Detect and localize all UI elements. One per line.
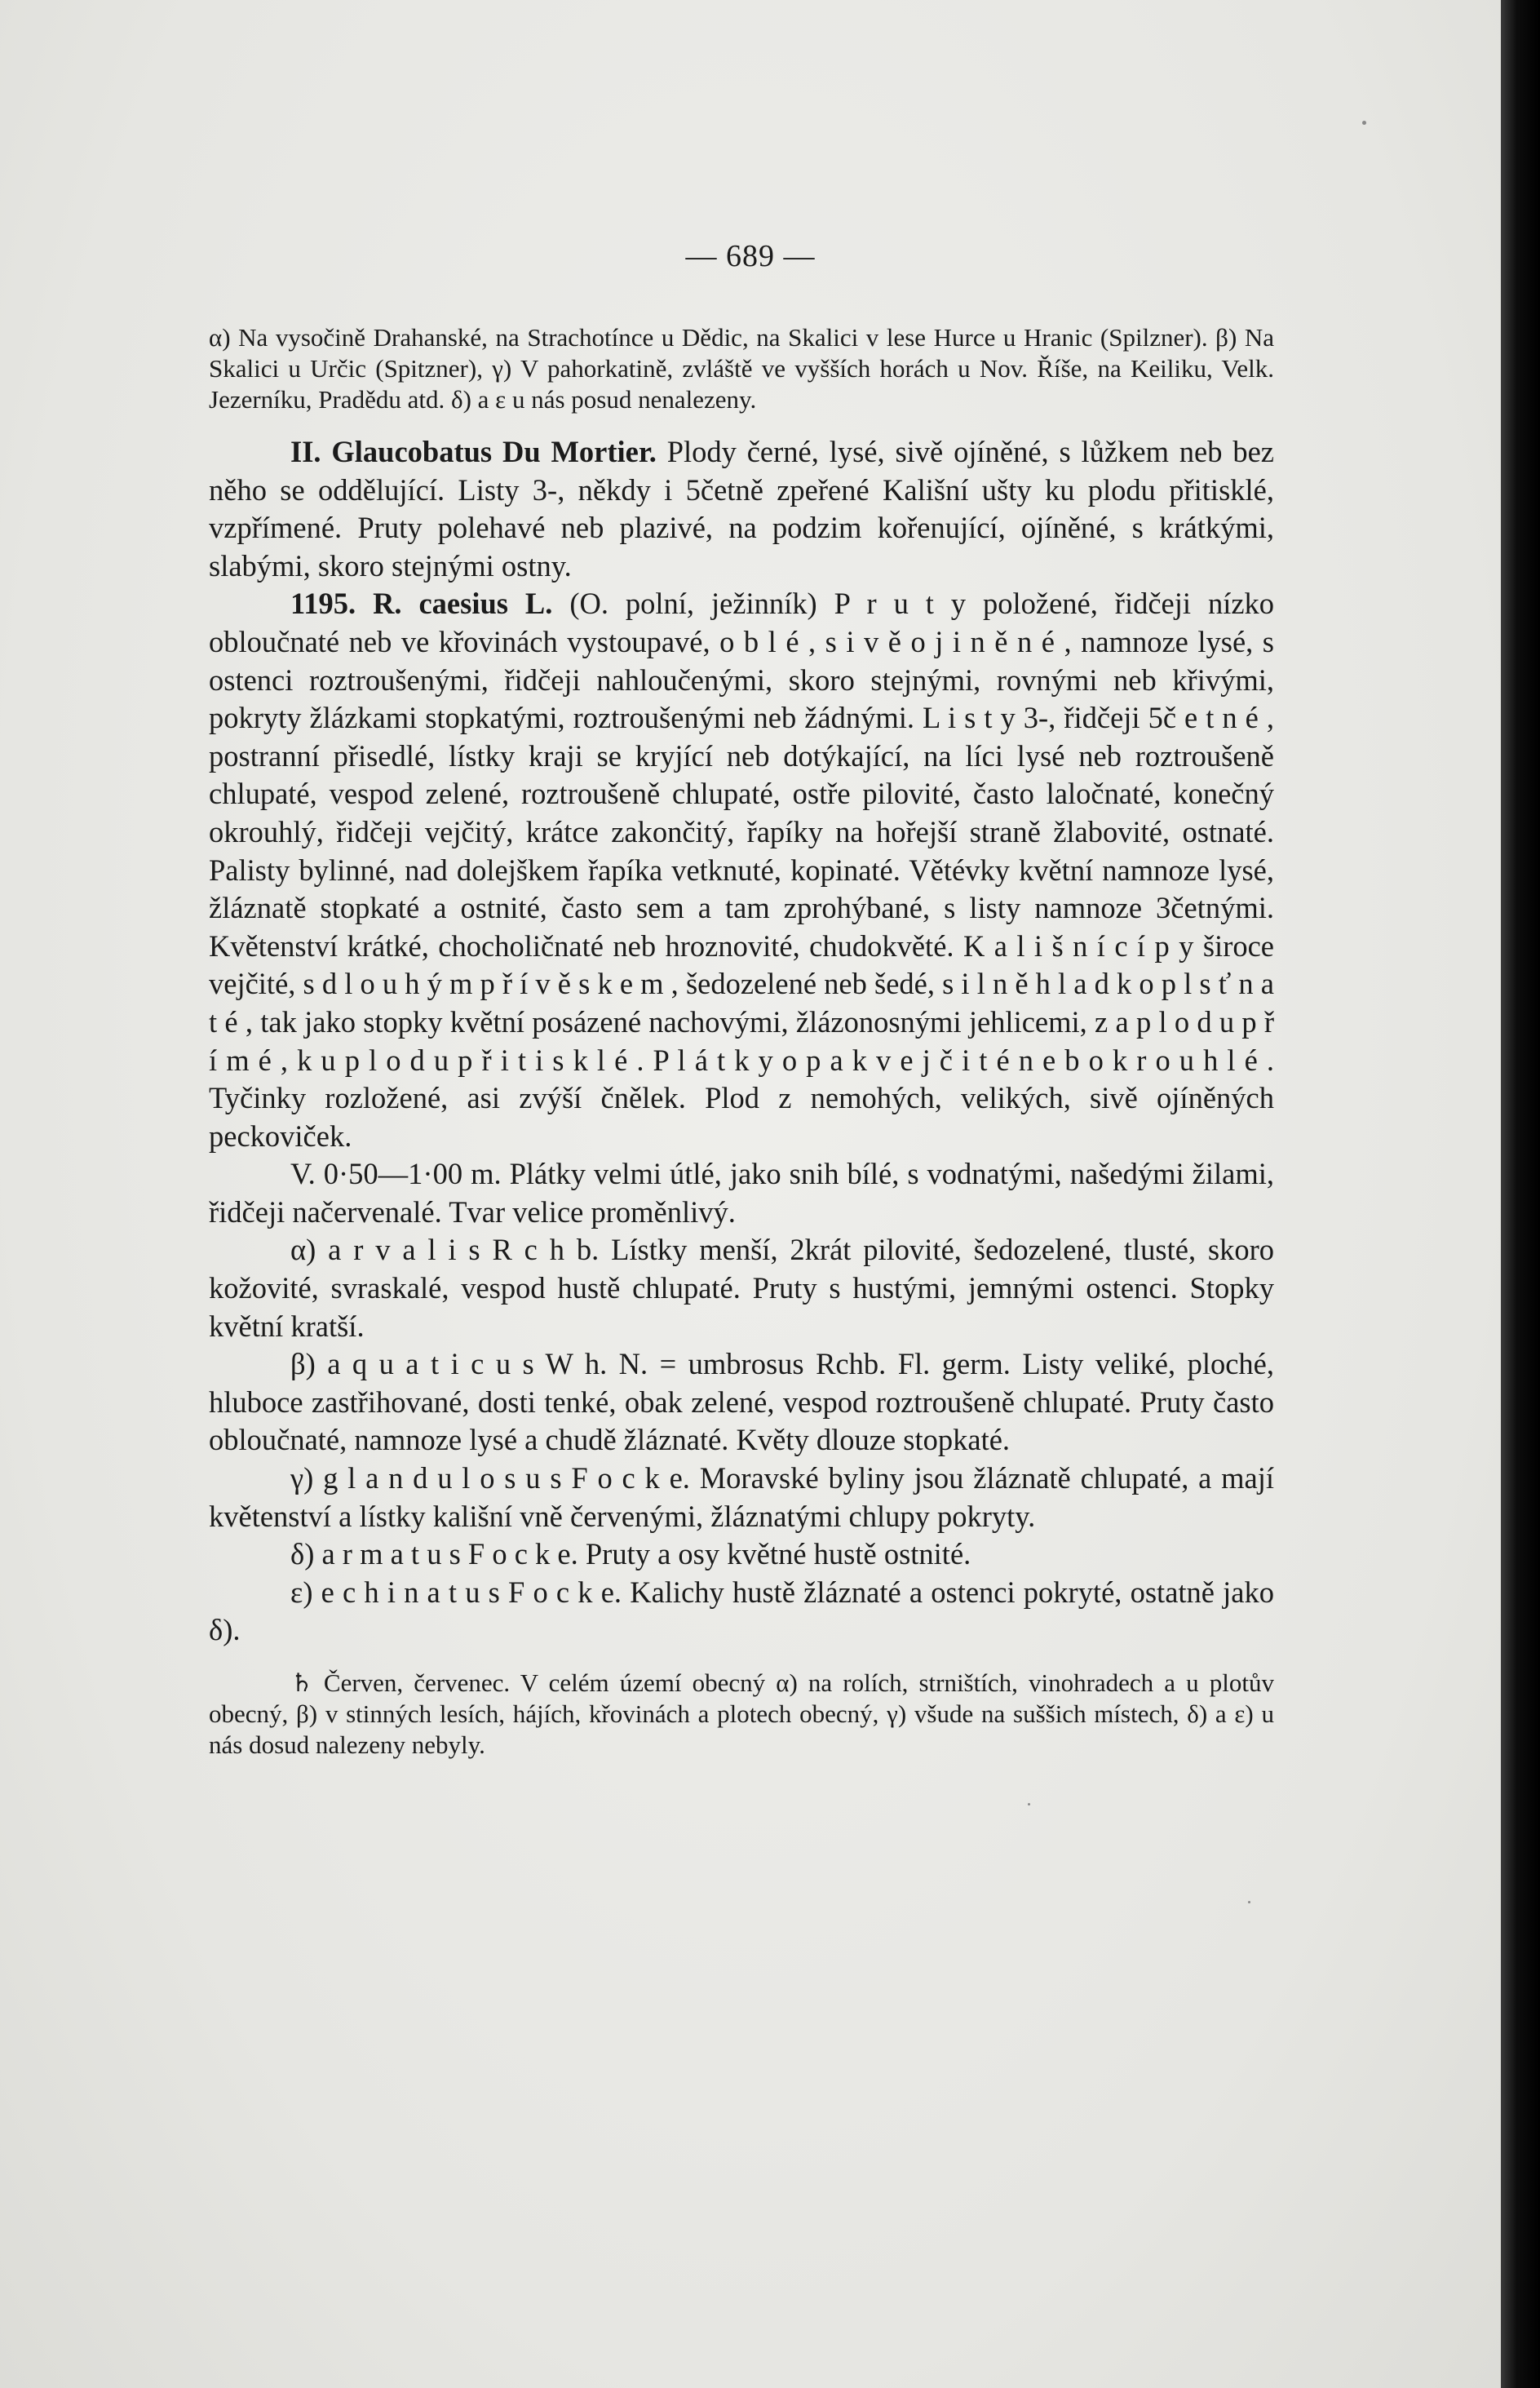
variety-text: Lístky menší, 2krát pilovité, šedozelené, tlusté, skoro kožovité, svraskalé, vespod hustě chlupaté. Pruty s hustými, jemnými ostenci. Stopky květní kratší. [209, 1233, 1275, 1343]
variety-gamma [209, 1460, 1274, 1535]
scan-speck [1362, 121, 1366, 125]
species-spaced-1: o b l é , s i v ě o j i n ě n é , [719, 624, 1072, 658]
species-spaced-7: z a p l o d u p ř í m é , k u p l o d u p ř i t i s k l é . P l á t k y o p a k v e j č i t é n e b o k r o u h l é . [209, 1004, 1275, 1077]
species-text-7: tak jako stopky květní posázené nachovými, žlázonosnými jehlicemi, [260, 1004, 1087, 1039]
variety-letter: δ) [290, 1537, 315, 1571]
scan-speck [1248, 1901, 1250, 1903]
section-paragraph [209, 433, 1274, 585]
species-text-1: položené, řidčeji nízko obloučnaté neb ve křovinách vystoupavé, [209, 587, 1275, 658]
variety-text: = umbrosus Rchb. Fl. germ. Listy veliké, ploché, hluboce zastřihované, dosti tenké, obak zelené, vespod roztroušeně chlupaté. Pruty často obloučnaté, namnoze lysé a chudě žláznaté. Květy dlouze stopkaté. [209, 1347, 1275, 1457]
flower-paragraph: V. 0·50—1·00 m. Plátky velmi útlé, jako snih bílé, s vodnatými, našedými žilami, řidčeji načervenalé. Tvar velice proměnlivý. [209, 1157, 1274, 1229]
species-text-8: Tyčinky rozložené, asi zvýší čnělek. Plod z nemohých, velikých, sivě ojíněných peckoviček. [209, 1081, 1274, 1153]
variety-epsilon [209, 1574, 1274, 1650]
section-text: Plody černé, lysé, sivě ojíněné, s lůžkem neb bez něho se oddělující. Listy 3-, někdy i 5četně zpeřené Kališní ušty ku plodu přitisklé, vzpřímené. Pruty polehavé neb plazivé, na podzim kořenující, ojíněné, s krátkými, slabými, skoro stejnými ostny. [209, 435, 1274, 583]
species-number: 1195. [290, 587, 356, 621]
species-text-5: široce vejčité, s [209, 928, 1274, 1001]
variety-alpha [209, 1231, 1274, 1345]
scan-speck [1028, 1803, 1030, 1805]
variety-letter: β) [290, 1347, 316, 1381]
variety-name: g l a n d u l o s u s F o c k e. [323, 1461, 690, 1495]
variety-name: a q u a t i c u s W h. N. [327, 1347, 648, 1381]
species-paragraph [209, 585, 1274, 1155]
variety-name: a r m a t u s F o c k e. [321, 1537, 578, 1571]
species-spaced-3: 5č e t n é , [1148, 701, 1275, 735]
species-spaced-4: K a l i š n í c í p y [962, 928, 1194, 963]
footnote-top: α) Na vysočině Drahanské, na Strachotínce u Dědic, na Skalici v lese Hurce u Hranic (Spilzner). β) Na Skalici u Určic (Spitzner), γ) V pahorkatině, zvláště ve vyšších horách u Nov. Říše, na Keiliku, Velk. Jezerníku, Pradědu atd. δ) a ε u nás posud nenalezeny. [209, 323, 1274, 414]
page-edge-shadow [1501, 0, 1540, 2388]
variety-delta [209, 1535, 1274, 1574]
species-spaced-5: d l o u h ý m p ř í v ě s k e m , [321, 967, 679, 1001]
variety-text: Moravské byliny jsou žláznatě chlupaté, a mají květenství a lístky kališní vně červenými, žláznatými chlupy pokryty. [209, 1461, 1275, 1533]
variety-beta [209, 1345, 1274, 1460]
variety-letter: α) [290, 1233, 316, 1267]
text-body [209, 322, 1274, 1761]
variety-letter: ε) [290, 1575, 313, 1609]
species-common-name: (O. polní, ježinník) [569, 587, 817, 621]
section-number: II. [290, 435, 321, 468]
page-number: — 689 — [685, 239, 816, 273]
variety-text: Pruty a osy květné hustě ostnité. [585, 1537, 971, 1571]
section-title: Glaucobatus Du Mortier. [331, 435, 657, 468]
variety-text: Kalichy hustě žláznaté a ostenci pokryté, ostatně jako δ). [209, 1575, 1274, 1647]
species-lead: P r u t y [834, 587, 967, 621]
variety-name: e c h i n a t u s F o c k e. [321, 1575, 622, 1609]
species-name: R. caesius L. [373, 587, 553, 621]
footnote-bottom: ♄ Červen, červenec. V celém území obecný α) na rolích, strništích, vinohradech a u plotův obecný, β) v stinných lesích, hájích, křovinách a plotech obecný, γ) všude na suššich místech, δ) a ε) u nás dosud nalezeny nebyly. [209, 1668, 1274, 1759]
species-text-6: šedozelené neb šedé, [685, 967, 935, 1001]
species-spaced-6: s i l n ě h l a d k o p l s ť n a t é , [209, 967, 1275, 1039]
variety-letter: γ) [290, 1461, 314, 1495]
species-text-4: postranní přisedlé, lístky kraji se kryjící neb dotýkající, na líci lysé neb roztroušeně chlupaté, vespod zelené, roztroušeně chlupaté, ostře pilovité, často laločnaté, konečný okrouhlý, řidčeji vejčitý, krátce zakončitý, řapíky na hořejší straně žlabovité, ostnaté. Palisty bylinné, nad dolejškem řapíka vetknuté, kopinaté. Větévky květní namnoze lysé, žláznatě stopkaté a ostnité, často sem a tam zprohýbané, s listy namnoze 3četnými. Květenství krátké, chocholičnaté neb hroznovité, chudokvěté. [209, 738, 1274, 963]
variety-name: a r v a l i s R c h b. [328, 1233, 600, 1267]
species-spaced-2: L i s t y [923, 701, 1016, 735]
species-text-3: 3-, řidčeji [1023, 701, 1140, 735]
species-text-2: namnoze lysé, s ostenci roztroušenými, řidčeji nahloučenými, skoro stejnými, rovnými neb křivými, pokryty žlázkami stopkatými, roztroušenými neb žádnými. [209, 624, 1275, 735]
